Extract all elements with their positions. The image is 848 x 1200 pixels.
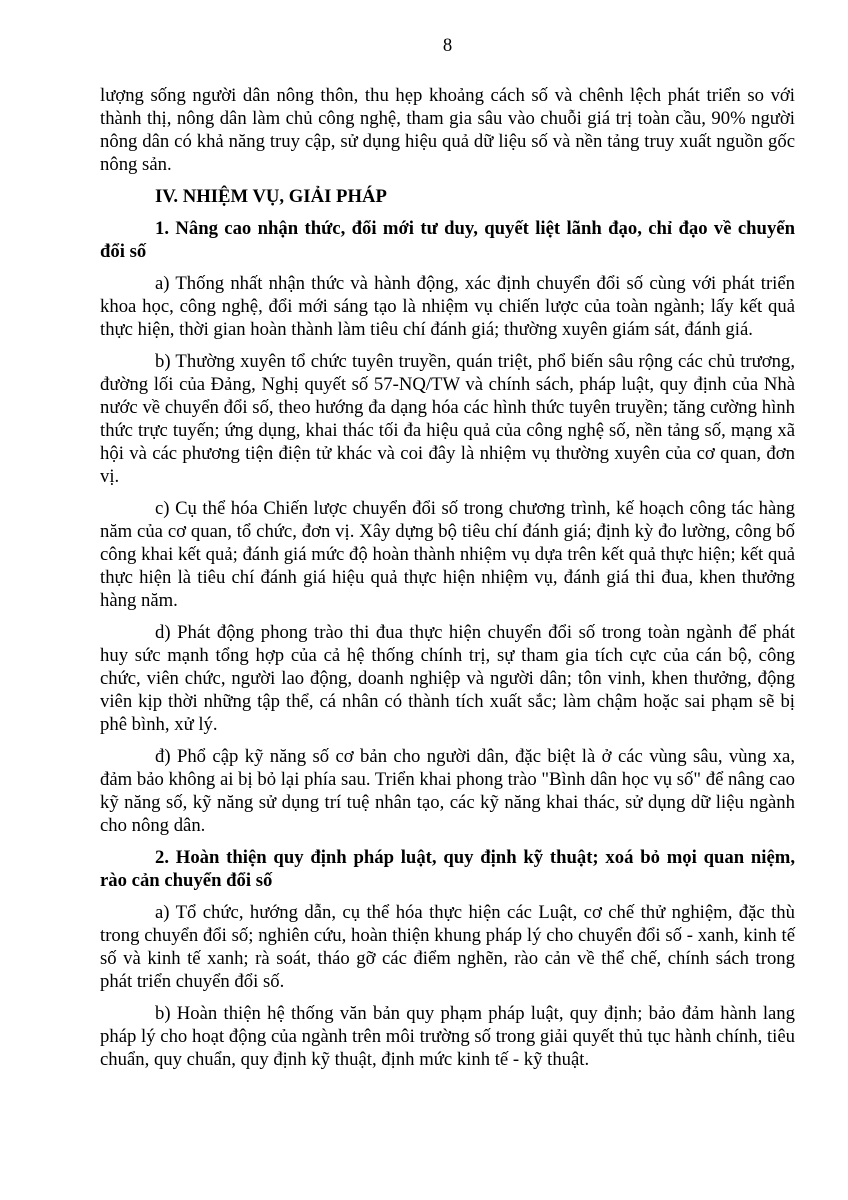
subsection-heading-1: 1. Nâng cao nhận thức, đổi mới tư duy, quyết liệt lãnh đạo, chỉ đạo về chuyển đổi số (100, 218, 795, 262)
paragraph-1a: a) Thống nhất nhận thức và hành động, xác định chuyển đổi số cùng với phát triển khoa học, công nghệ, đổi mới sáng tạo là nhiệm vụ chiến lược của toàn ngành; lấy kết quả thực hiện, thời gian hoàn thành làm tiêu chí đánh giá; thường xuyên giám sát, đánh giá. (100, 273, 795, 340)
paragraph-1dd: đ) Phổ cập kỹ năng số cơ bản cho người dân, đặc biệt là ở các vùng sâu, vùng xa, đảm bảo không ai bị bỏ lại phía sau. Triển khai phong trào "Bình dân học vụ số" để nâng cao kỹ năng số, kỹ năng sử dụng trí tuệ nhân tạo, các kỹ năng khai thác, sử dụng dữ liệu ngành cho nông dân. (100, 746, 795, 836)
paragraph-1c: c) Cụ thể hóa Chiến lược chuyển đổi số trong chương trình, kế hoạch công tác hàng năm của cơ quan, tổ chức, đơn vị. Xây dựng bộ tiêu chí đánh giá; định kỳ đo lường, công bố công khai kết quả; đánh giá mức độ hoàn thành nhiệm vụ dựa trên kết quả thực hiện; kết quả thực hiện là tiêu chí đánh giá hiệu quả thực hiện nhiệm vụ, đánh giá thi đua, khen thưởng hàng năm. (100, 498, 795, 611)
paragraph-1b: b) Thường xuyên tổ chức tuyên truyền, quán triệt, phổ biến sâu rộng các chủ trương, đường lối của Đảng, Nghị quyết số 57-NQ/TW và chính sách, pháp luật, quy định của Nhà nước về chuyển đổi số, theo hướng đa dạng hóa các hình thức tuyên truyền; tăng cường hình thức trực tuyến; ứng dụng, khai thác tối đa hiệu quả của công nghệ số, nền tảng số, mạng xã hội và các phương tiện điện tử khác và coi đây là nhiệm vụ thường xuyên của cơ quan, đơn vị. (100, 351, 795, 487)
subsection-heading-2: 2. Hoàn thiện quy định pháp luật, quy định kỹ thuật; xoá bỏ mọi quan niệm, rào cản chuyển đổi số (100, 847, 795, 891)
document-content (100, 34, 795, 1071)
paragraph-2b: b) Hoàn thiện hệ thống văn bản quy phạm pháp luật, quy định; bảo đảm hành lang pháp lý cho hoạt động của ngành trên môi trường số trong giải quyết thủ tục hành chính, tiêu chuẩn, quy chuẩn, quy định kỹ thuật, định mức kinh tế - kỹ thuật. (100, 1003, 795, 1070)
paragraph-2a: a) Tổ chức, hướng dẫn, cụ thể hóa thực hiện các Luật, cơ chế thử nghiệm, đặc thù trong chuyển đổi số; nghiên cứu, hoàn thiện khung pháp lý cho chuyển đổi số - xanh, kinh tế số và kinh tế xanh; rà soát, tháo gỡ các điểm nghẽn, rào cản về thể chế, chính sách trong phát triển chuyển đổi số. (100, 902, 795, 992)
page-number: 8 (442, 35, 453, 56)
paragraph-1d: d) Phát động phong trào thi đua thực hiện chuyển đổi số trong toàn ngành để phát huy sức mạnh tổng hợp của cả hệ thống chính trị, sự tham gia tích cực của cán bộ, công chức, viên chức, người lao động, doanh nghiệp và người dân; tôn vinh, khen thưởng, động viên kịp thời những tập thể, cá nhân có thành tích xuất sắc; làm chậm hoặc sai phạm sẽ bị phê bình, xử lý. (100, 622, 795, 735)
paragraph-continuation: lượng sống người dân nông thôn, thu hẹp khoảng cách số và chênh lệch phát triển so với thành thị, nông dân làm chủ công nghệ, tham gia sâu vào chuỗi giá trị toàn cầu, 90% người nông dân có khả năng truy cập, sử dụng hiệu quả dữ liệu số và nền tảng truy xuất nguồn gốc nông sản. (100, 85, 795, 175)
section-heading-iv: IV. NHIỆM VỤ, GIẢI PHÁP (155, 186, 387, 207)
